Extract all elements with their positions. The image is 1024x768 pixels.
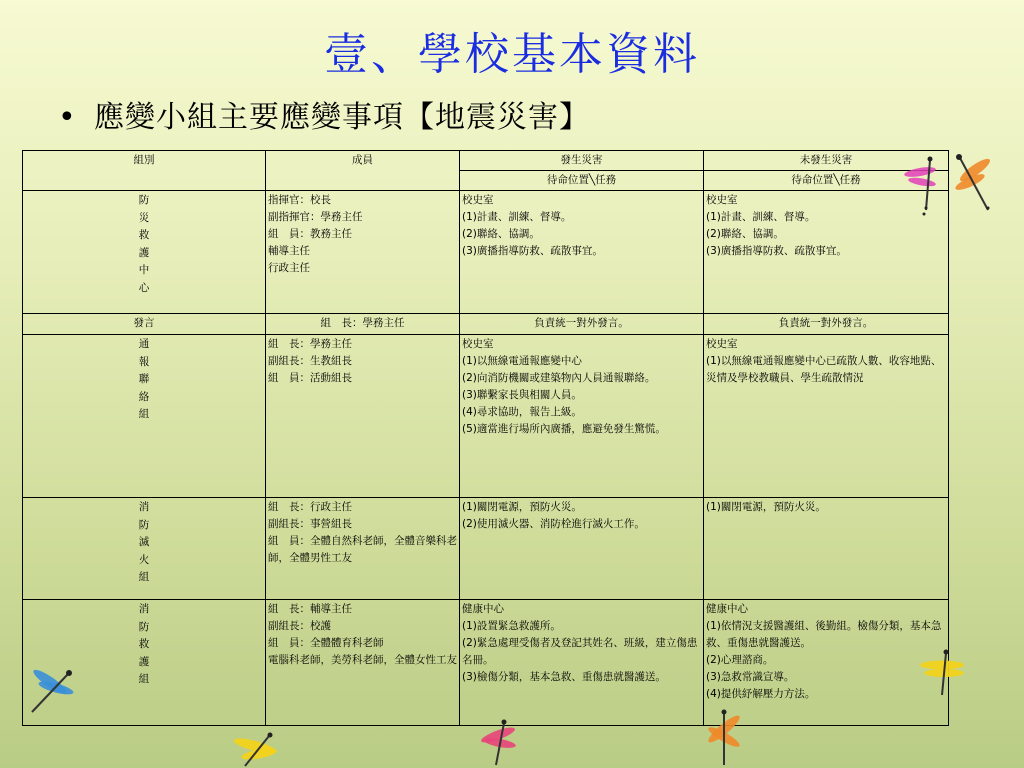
group-cell: 通 報 聯 絡 組 (23, 335, 266, 498)
group-cell: 發言 (23, 314, 266, 335)
members-cell: 組 長：行政主任 副組長：事營組長 組 員：全體自然科老師，全體音樂科老師，全體男性工友 (266, 498, 460, 600)
group-cell: 消 防 滅 火 組 (23, 498, 266, 600)
group-cell: 防 災 救 護 中 心 (23, 191, 266, 314)
occurred-cell: 校史室 (1)以無線電通報應變中心 (2)向消防機關或建築物內人員通報聯絡。 (3)聯繫家長與相關人員。 (4)尋求協助，報告上級。 (5)適當進行場所內廣播，應避免發生驚慌。 (460, 335, 704, 498)
not-occurred-cell: 健康中心 (1)依情況支援醫護組、後勤組。檢傷分類，基本急救、重傷患就醫護送。 (2)心理諮商。 (3)急救常識宣導。 (4)提供紓解壓力方法。 (704, 600, 949, 726)
members-cell: 組 長：學務主任 (266, 314, 460, 335)
not-occurred-cell: 校史室 (1)以無線電通報應變中心已疏散人數、收容地點、災情及學校教職員、學生疏散情況 (704, 335, 949, 498)
header-not-occurred: 未發生災害 (704, 151, 949, 171)
table-row (23, 498, 949, 600)
table-row (23, 314, 949, 335)
dragonfly-icon (20, 660, 90, 720)
not-occurred-cell: 校史室 (1)計畫、訓練、督導。 (2)聯絡、協調。 (3)廣播指導防救、疏散事宜。 (704, 191, 949, 314)
not-occurred-cell: (1)關閉電源，預防火災。 (704, 498, 949, 600)
dragonfly-icon (690, 705, 760, 768)
response-table (22, 150, 949, 726)
dragonfly-icon (225, 730, 295, 768)
table-row (23, 335, 949, 498)
table-row (23, 191, 949, 314)
subtitle (58, 92, 590, 136)
header-occurred: 發生災害 (460, 151, 704, 171)
not-occurred-cell: 負責統一對外發言。 (704, 314, 949, 335)
header-standby-occurred: 待命位置╲任務 (460, 171, 704, 191)
group-cell: 消 防 救 護 組 (23, 600, 266, 726)
occurred-cell: 健康中心 (1)設置緊急救護所。 (2)緊急處理受傷者及登記其姓名、班級，建立傷患名冊。 (3)檢傷分類，基本急救、重傷患就醫護送。 (460, 600, 704, 726)
occurred-cell: 負責統一對外發言。 (460, 314, 704, 335)
header-members: 成員 (266, 151, 460, 191)
members-cell: 組 長：輔導主任 副組長：校護 組 員：全體體育科老師 電腦科老師，美勞科老師，全體女性工友 (266, 600, 460, 726)
occurred-cell: (1)關閉電源，預防火災。 (2)使用滅火器、消防栓進行滅火工作。 (460, 498, 704, 600)
header-group: 組別 (23, 151, 266, 191)
dragonfly-icon (910, 645, 980, 700)
subtitle-text: 應變小組主要應變事項【地震災害】 (94, 100, 590, 135)
header-standby-not-occurred: 待命位置╲任務 (704, 171, 949, 191)
dragonfly-icon (940, 150, 1010, 220)
members-cell: 組 長：學務主任 副組長：生教組長 組 員：活動組長 (266, 335, 460, 498)
page-title: 壹、學校基本資料 (324, 29, 700, 80)
bullet-icon: • (58, 100, 77, 135)
table-row (23, 600, 949, 726)
dragonfly-icon (470, 715, 530, 768)
dragonfly-body (904, 157, 937, 216)
members-cell: 指揮官：校長 副指揮官：學務主任 組 員：教務主任 輔導主任 行政主任 (266, 191, 460, 314)
occurred-cell: 校史室 (1)計畫、訓練、督導。 (2)聯絡、協調。 (3)廣播指導防救、疏散事宜。 (460, 191, 704, 314)
